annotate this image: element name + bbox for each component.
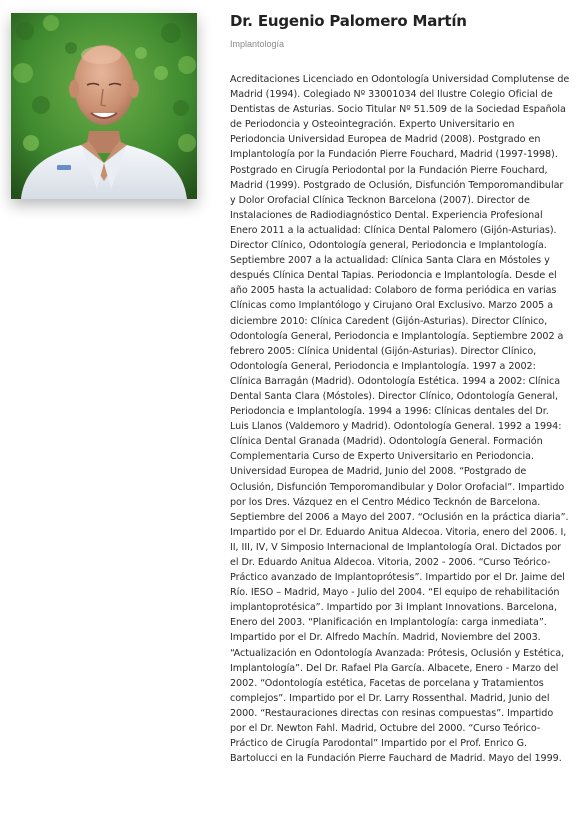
- doctor-name: Dr. Eugenio Palomero Martín: [230, 12, 467, 30]
- doctor-portrait-image: [11, 13, 197, 199]
- doctor-biography: Acreditaciones Licenciado en Odontología Universidad Complutense de Madrid (1994). Colegiado Nº 33001034 del Ilustre Colegio Oficial de Dentistas de Asturias. Socio Titular Nº 51.509 de la Sociedad Española de Periodoncia y Osteointegración. Experto Universitario en Periodoncia Universidad Europea de Madrid (2008). Postgrado en Implantología por la Fundación Pierre Fouchard, Madrid (1997-1998). Postgrado en Cirugía Periodontal por la Fundación Pierre Fouchard, Madrid (1999). Postgrado de Oclusión, Disfunción Temporomandibular y Dolor Orofacial Clínica Tecknon Barcelona (2007). Director de Instalaciones de Radiodiagnóstico Dental. Experiencia Profesional Enero 2011 a la actualidad: Clínica Dental Palomero (Gijón-Asturias). Director Clínico, Odontología general, Periodoncia e Implantología. Septiembre 2007 a la actualidad: Clínica Santa Clara en Móstoles y después Clínica Dental Tapias. Periodoncia e Implantología. Desde el año 2005 hasta la actualidad: Colaboro de forma periódica en varias Clínicas como Implantólogo y Cirujano Oral Exclusivo. Marzo 2005 a diciembre 2010: Clínica Caredent (Gijón-Asturias). Director Clínico, Odontología General, Periodoncia e Implantología. Septiembre 2002 a febrero 2005: Clínica Unidental (Gijón-Asturias). Director Clínico, Odontología General, Periodoncia e Implantología. 1997 a 2002: Clínica Barragán (Madrid). Odontología Estética. 1994 a 2002: Clínica Dental Santa Clara (Móstoles). Director Clínico, Odontología General, Periodoncia e Implantología. 1994 a 1996: Clínicas dentales del Dr. Luis Llanos (Valdemoro y Madrid). Odontología General. 1992 a 1994: Clínica Dental Granada (Madrid). Odontología General. Formación Complementaria Curso de Experto Universitario en Periodoncia. Universidad Europea de Madrid, Junio del 2008. “Postgrado de Oclusión, Disfunción Temporomandibular y Dolor Orofacial”. Impartido por los Dres. Vázquez en el Centro Médico Tecknón de Barcelona. Septiembre del 2006 a Mayo del 2007. “Oclusión en la práctica diaria”. Impartido por el Dr. Eduardo Anitua Aldecoa. Vitoria, enero del 2006. I, II, III, IV, V Simposio Internacional de Implantología Oral. Dictados por el Dr. Eduardo Anitua Aldecoa. Vitoria, 2002 - 2006. “Curso Teórico-Práctico avanzado de Implantoprótesis”. Impartido por el Dr. Jaime del Río. IESO – Madrid, Mayo - Julio del 2004. “El equipo de rehabilitación implantoprotésica”. Impartido por 3i Implant Innovations. Barcelona, Enero del 2003. “Planificación en Implantología: carga inmediata”. Impartido por el Dr. Alfredo Machín. Madrid, Noviembre del 2003. “Actualización en Odontología Avanzada: Prótesis, Oclusión y Estética, Implantología”. Del Dr. Rafael Pla García. Albacete, Enero - Marzo del 2002. “Odontología estética, Facetas de porcelana y Tratamientos complejos”. Impartido por el Dr. Larry Rossenthal. Madrid, Junio del 2000. “Restauraciones directas con resinas compuestas”. Impartido por el Dr. Newton Fahl. Madrid, Octubre del 2000. “Curso Teórico-Práctico de Cirugía Parodontal” Impartido por el Prof. Enrico G. Bartolucci en la Fundación Pierre Fauchard de Madrid. Mayo del 1999.: [230, 74, 570, 765]
- doctor-info: [230, 10, 570, 766]
- doctor-specialty: Implantología: [230, 39, 285, 49]
- doctor-photo: [11, 13, 197, 199]
